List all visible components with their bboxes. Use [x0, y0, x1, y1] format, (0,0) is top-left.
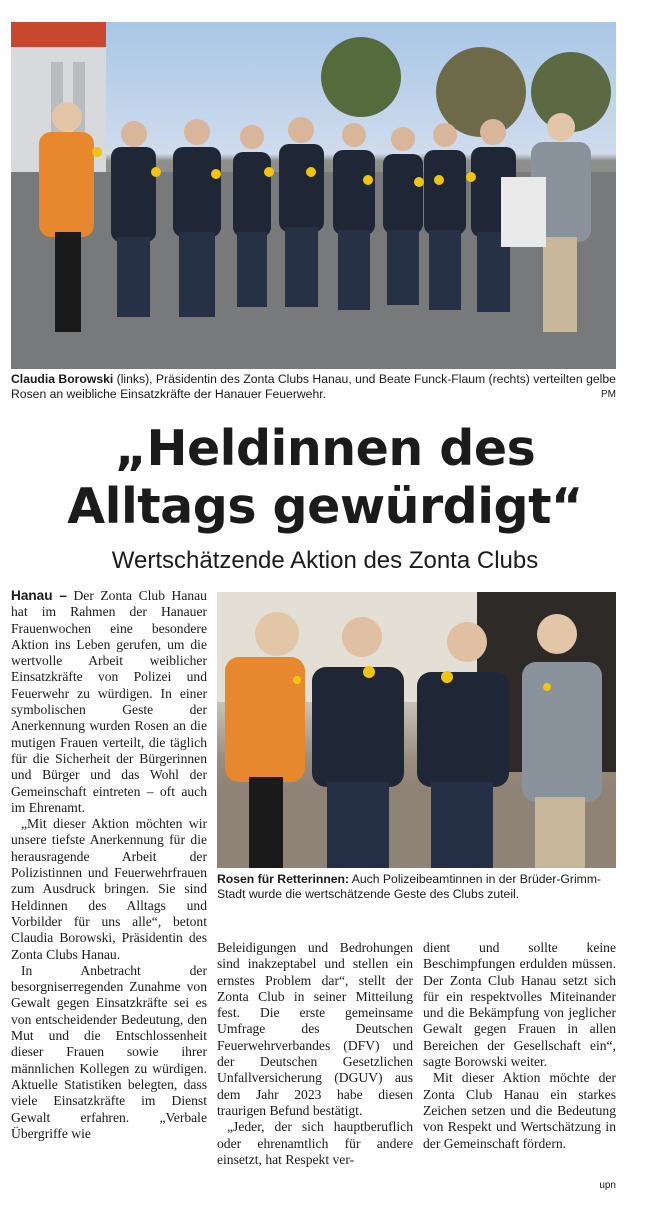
caption-name: Claudia Borowski [11, 372, 114, 386]
photo-caption-police [217, 872, 617, 902]
paragraph-text: Der Zonta Club Hanau hat im Rahmen der Hanauer Frauenwochen eine besondere Aktion ins Leben gerufen, um die wertvolle Arbeit weiblicher Einsatzkräfte von Polizei und Feuerwehr zu würdigen. In einer symbolischen Geste der Anerkennung wurden Rosen an die mutigen Frauen verteilt, die täglich für die Sicherheit der Bürgerinnen und Bürger und das Wohl der Gemeinschaft eintreten – oft auch im Ehrenamt. [11, 588, 207, 815]
paragraph: dient und sollte keine Beschimpfungen erdulden müssen. Der Zonta Club Hanau setzt sich für ein respektvolles Miteinander und die Bekämpfung von jeglicher Gewalt gegen Frauen in allen Bereichen der Gesellschaft ein“, sagte Borowski weiter. [423, 940, 616, 1070]
article-column-1 [11, 588, 207, 1142]
paragraph: „Jeder, der sich hauptberuflich oder ehrenamtlich für andere einsetzt, hat Respekt ver- [217, 1119, 413, 1167]
article-subheadline: Wertschätzende Aktion des Zonta Clubs [111, 547, 539, 574]
paragraph: In Anbetracht der besorgniserregenden Zunahme von Gewalt gegen Einsatzkräfte sei es von entscheidender Bedeutung, den Mut und die Entschlossenheit dieser Frauen sowie ihrer männlichen Kollegen zu würdigen. Aktuelle Statistiken belegten, dass viele Einsatzkräfte im Dienst Gewalt erfahren. „Verbale Übergriffe wie [11, 962, 207, 1141]
article-headline [0, 420, 650, 536]
paragraph [11, 588, 207, 816]
paragraph: „Mit dieser Aktion möchten wir unsere tiefste Anerkennung für die herausragende Arbeit der Polizistinnen und Feuerwehrfrauen zum Ausdruck bringen. Sie sind Heldinnen des Alltags und Vorbilder für uns alle“, betont Claudia Borowski, Präsidentin des Zonta Clubs Hanau. [11, 816, 207, 962]
headline-line-1: „Heldinnen des [114, 420, 536, 477]
caption-lead: Rosen für Retterinnen: [217, 872, 350, 886]
article-column-2 [217, 940, 413, 1168]
article-column-3 [423, 940, 616, 1152]
headline-line-2: Alltags gewürdigt“ [67, 478, 583, 535]
caption-text: Auch Polizeibeamtinnen in der Brüder-Grimm-Stadt wurde die wertschätzende Geste des Clubs zuteil. [217, 872, 602, 901]
photo-credit: PM [601, 389, 616, 400]
police-photo-illustration [217, 592, 616, 868]
author-initials: upn [599, 1180, 616, 1191]
dateline: Hanau – [11, 588, 67, 603]
caption-text: (links), Präsidentin des Zonta Clubs Hanau, und Beate Funck-Flaum (rechts) verteilten gelbe Rosen an weibliche Einsatzkräfte der Hanauer Feuerwehr. [11, 372, 616, 401]
paragraph: Beleidigungen und Bedrohungen sind inakzeptabel und stellen ein ernstes Problem dar“, stellt der Zonta Club in seiner Mitteilung fest. Die erste gemeinsame Umfrage des Deutschen Feuerwehrverbandes (DFV) und der Deutschen Gesetzlichen Unfallversicherung (DGUV) aus dem Jahr 2023 habe diesen traurigen Befund bestätigt. [217, 940, 413, 1118]
group-photo-fire-brigade [11, 22, 616, 369]
group-photo-illustration [11, 22, 616, 369]
photo-caption-top [11, 372, 616, 402]
people-group [39, 102, 591, 332]
group-photo-police [217, 592, 616, 868]
paragraph: Mit dieser Aktion möchte der Zonta Club Hanau ein starkes Zeichen setzen und die Bedeutung von Respekt und Wertschätzung in der Gemeinschaft fördern. [423, 1070, 616, 1151]
